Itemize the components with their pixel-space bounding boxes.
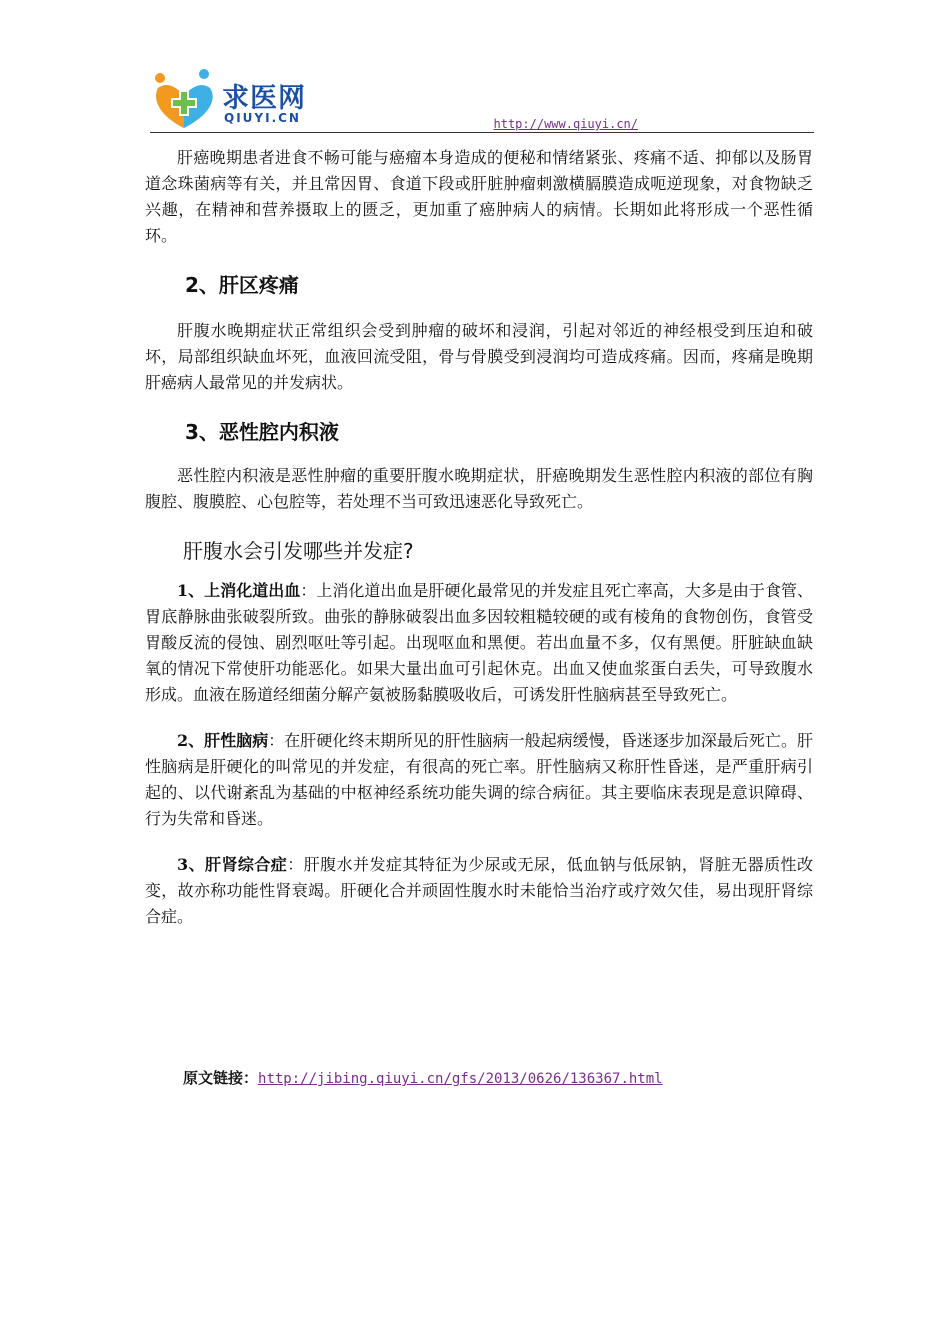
complication-1-title: 1、上消化道出血 [177,581,301,600]
complication-1-text: ：上消化道出血是肝硬化最常见的并发症且死亡率高，大多是由于食管、胃底静脉曲张破裂所致。曲张的静脉破裂出血多因较粗糙较硬的或有棱角的食物创伤，食管受胃酸反流的侵蚀、剧烈呕吐等引起。出现呕血和黑便。若出血量不多，仅有黑便。肝脏缺血缺氧的情况下常使肝功能恶化。如果大量出血可引起休克。出血又使血浆蛋白丢失，可导致腹水形成。血液在肠道经细菌分解产氨被肠黏膜吸收后，可诱发肝性脑病甚至导致死亡。 [145,581,813,704]
page-header [150,66,814,134]
complication-3-text: ：肝腹水并发症其特征为少尿或无尿，低血钠与低尿钠，肾脏无器质性改变，故亦称功能性肾衰竭。肝硬化合并顽固性腹水时未能恰当治疗或疗效欠佳，易出现肝肾综合症。 [145,855,813,926]
complication-2-title: 2、肝性脑病 [177,731,269,750]
complication-3-title: 3、肝肾综合症 [177,855,288,874]
paragraph-complication-1 [145,578,813,708]
heading-complications: 肝腹水会引发哪些并发症? [183,539,414,563]
heading-liver-pain: 2、肝区疼痛 [185,273,299,297]
header-url-link[interactable]: http://www.qiuyi.cn/ [493,117,638,131]
paragraph-malignant-effusion: 恶性腔内积液是恶性肿瘤的重要肝腹水晚期症状，肝癌晚期发生恶性腔内积液的部位有胸腹腔、腹膜腔、心包腔等，若处理不当可致迅速恶化导致死亡。 [145,466,813,511]
qiuyi-logo[interactable] [150,66,350,132]
heading-malignant-effusion: 3、恶性腔内积液 [185,420,339,444]
logo-chinese-text: 求医网 [222,83,306,114]
article-body [145,145,813,930]
complication-2-text: ：在肝硬化终末期所见的肝性脑病一般起病缓慢，昏迷逐步加深最后死亡。肝性脑病是肝硬化的叫常见的并发症，有很高的死亡率。肝性脑病又称肝性昏迷，是严重肝病引起的、以代谢紊乱为基础的中枢神经系统功能失调的综合病征。其主要临床表现是意识障碍、行为失常和昏迷。 [145,731,813,828]
source-link-line [183,1067,663,1088]
source-label: 原文链接： [183,1069,259,1087]
heart-cross-icon [150,66,222,132]
paragraph-complication-2 [145,728,813,832]
paragraph-intro: 肝癌晚期患者进食不畅可能与癌瘤本身造成的便秘和情绪紧张、疼痛不适、抑郁以及肠胃道念珠菌病等有关，并且常因胃、食道下段或肝脏肿瘤刺激横膈膜造成呃逆现象，对食物缺乏兴趣，在精神和营养摄取上的匮乏，更加重了癌肿病人的病情。长期如此将形成一个恶性循环。 [145,148,813,245]
header-divider [150,132,814,133]
paragraph-complication-3 [145,852,813,930]
source-url-link[interactable]: http://jibing.qiuyi.cn/gfs/2013/0626/136367.html [258,1071,663,1087]
paragraph-liver-pain: 肝腹水晚期症状正常组织会受到肿瘤的破坏和浸润，引起对邻近的神经根受到压迫和破坏，局部组织缺血坏死，血液回流受阻，骨与骨膜受到浸润均可造成疼痛。因而，疼痛是晚期肝癌病人最常见的并发病状。 [145,321,813,392]
logo-english-text: QIUYI.CN [224,111,301,125]
